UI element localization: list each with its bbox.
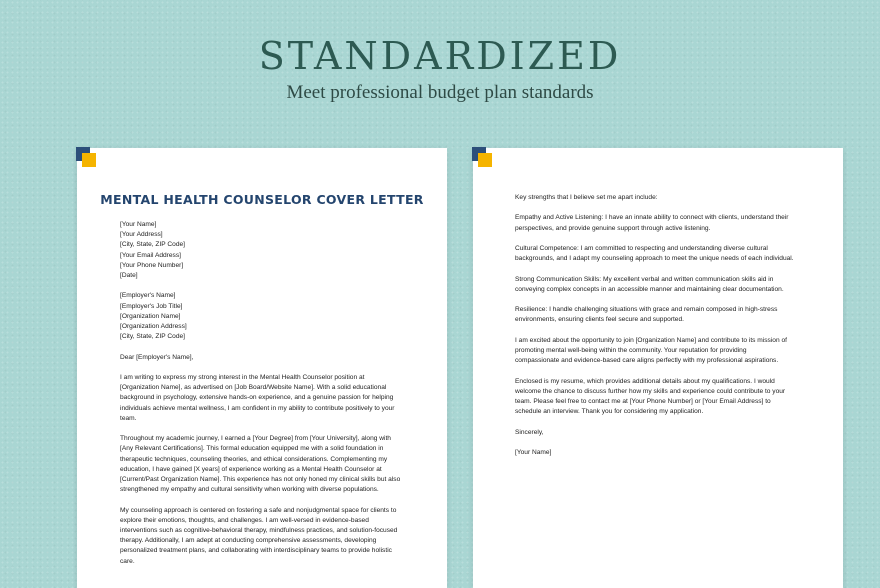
strength-resilience	[515, 305, 820, 325]
corner-accent-yellow	[82, 153, 96, 167]
text-line: [Organization Address]	[120, 323, 187, 331]
text-line: [Current/Past Organization Name]. This experience has not only honed my clinical skills but also	[120, 476, 401, 484]
text-line: [Your Phone Number]	[120, 261, 184, 269]
text-line: I am excited about the opportunity to join [Organization Name] and contribute to its mission of	[515, 336, 787, 344]
text-line: care.	[120, 557, 135, 565]
text-line: Key strengths that I believe set me apart include:	[515, 194, 658, 201]
text-line: [Employer's Job Title]	[120, 302, 183, 310]
text-line: [City, State, ZIP Code]	[120, 241, 185, 249]
text-line: education, I have gained [X years] of experience working as a Mental Health Counselor at	[120, 465, 382, 473]
paragraph-approach	[120, 506, 420, 567]
hero-subtitle: Meet professional budget plan standards	[286, 82, 594, 103]
signature	[515, 448, 820, 458]
strength-empathy	[515, 213, 820, 233]
right-document-page	[473, 148, 843, 588]
text-line: individuals achieve mental wellness, I am confident in my ability to contribute positively to your	[120, 404, 395, 412]
text-line: [Employer's Name]	[120, 292, 176, 300]
text-line: therapeutic techniques, counseling theories, and ethical considerations. Complementing my	[120, 455, 388, 463]
text-line: interventions such as cognitive-behavioral therapy, mindfulness practices, and solution-focused	[120, 527, 398, 535]
text-line: environments, ensuring clients feel secure and supported.	[515, 316, 684, 324]
text-line: [Your Name]	[515, 448, 552, 456]
text-line: [Any Relevant Certifications]. This formal education equipped me with a solid foundation in	[120, 445, 384, 453]
text-line: welcome the chance to discuss further how my skills and experience could contribute to your	[515, 387, 786, 395]
text-line: [Your Email Address]	[120, 251, 181, 259]
text-line: [Your Address]	[120, 231, 163, 239]
text-line: strengthened my empathy and cultural sensitivity when working with diverse populations.	[120, 486, 379, 494]
text-line: [City, State, ZIP Code]	[120, 333, 185, 341]
text-line: [Date]	[120, 272, 138, 280]
text-line: explore their emotions, thoughts, and challenges. I am well-versed in evidence-based	[120, 516, 369, 524]
text-line: Empathy and Active Listening: I have an innate ability to connect with clients, understand their	[515, 214, 789, 222]
hero-title: STANDARDIZED	[258, 34, 622, 78]
salutation: Dear [Employer's Name],	[120, 353, 194, 361]
text-line: Enclosed is my resume, which provides additional details about my qualifications. I would	[515, 377, 775, 385]
text-line: background in psychology, extensive hands-on experience, and a genuine passion for helping	[120, 394, 394, 402]
text-line: I am writing to express my strong interest in the Mental Health Counselor position at	[120, 374, 365, 381]
paragraph-intro	[120, 373, 420, 424]
text-line: Throughout my academic journey, I earned a [Your Degree] from [Your University], along with	[120, 435, 391, 443]
paragraph-excited	[515, 336, 820, 367]
text-line: compassionate and evidence-based care aligns perfectly with my professional aspirations.	[515, 357, 779, 365]
left-document-page	[77, 148, 447, 588]
text-line: backgrounds, and I adapt my counseling approach to meet the unique needs of each individual.	[515, 255, 794, 263]
text-line: [Organization Name], as advertised on [Job Board/Website Name]. With a solid educational	[120, 384, 387, 392]
text-line: personalized treatment plans, and collaborating with interdisciplinary teams to provide holistic	[120, 547, 392, 555]
strengths-intro	[515, 193, 820, 203]
strength-communication	[515, 275, 820, 295]
text-line: Resilience: I handle challenging situations with grace and remain composed in high-stress	[515, 306, 778, 314]
paragraph-enclosed	[515, 377, 820, 418]
text-line: Strong Communication Skills: My excellent verbal and written communication skills aid in	[515, 275, 774, 283]
corner-accent-yellow	[478, 153, 492, 167]
text-line: My counseling approach is centered on fostering a safe and nonjudgmental space for clients to	[120, 506, 397, 514]
text-line: promoting mental well-being within the community. Your reputation for providing	[515, 346, 747, 354]
text-line: Sincerely,	[515, 428, 544, 436]
closing	[515, 428, 820, 438]
strength-cultural	[515, 244, 820, 264]
right-letter-body	[515, 193, 820, 468]
sender-block	[120, 220, 420, 281]
text-line: therapy. Additionally, I am adept at conducting comprehensive assessments, developing	[120, 537, 377, 545]
paragraph-education	[120, 434, 420, 495]
recipient-block	[120, 291, 420, 342]
text-line: conveying complex concepts in an accessible manner and maintaining clear documentation.	[515, 285, 784, 293]
text-line: team. Please feel free to contact me at [Your Phone Number] or [Your Email Address] to	[515, 397, 771, 405]
text-line: perspectives, and provide genuine support through active listening.	[515, 224, 711, 232]
text-line: [Organization Name]	[120, 312, 181, 320]
text-line: team.	[120, 414, 137, 422]
text-line: [Your Name]	[120, 221, 157, 228]
document-title: MENTAL HEALTH COUNSELOR COVER LETTER	[100, 192, 424, 207]
text-line: schedule an interview. Thank you for considering my application.	[515, 408, 704, 416]
text-line: Cultural Competence: I am committed to respecting and understanding diverse cultural	[515, 244, 768, 252]
left-letter-body	[120, 220, 420, 577]
